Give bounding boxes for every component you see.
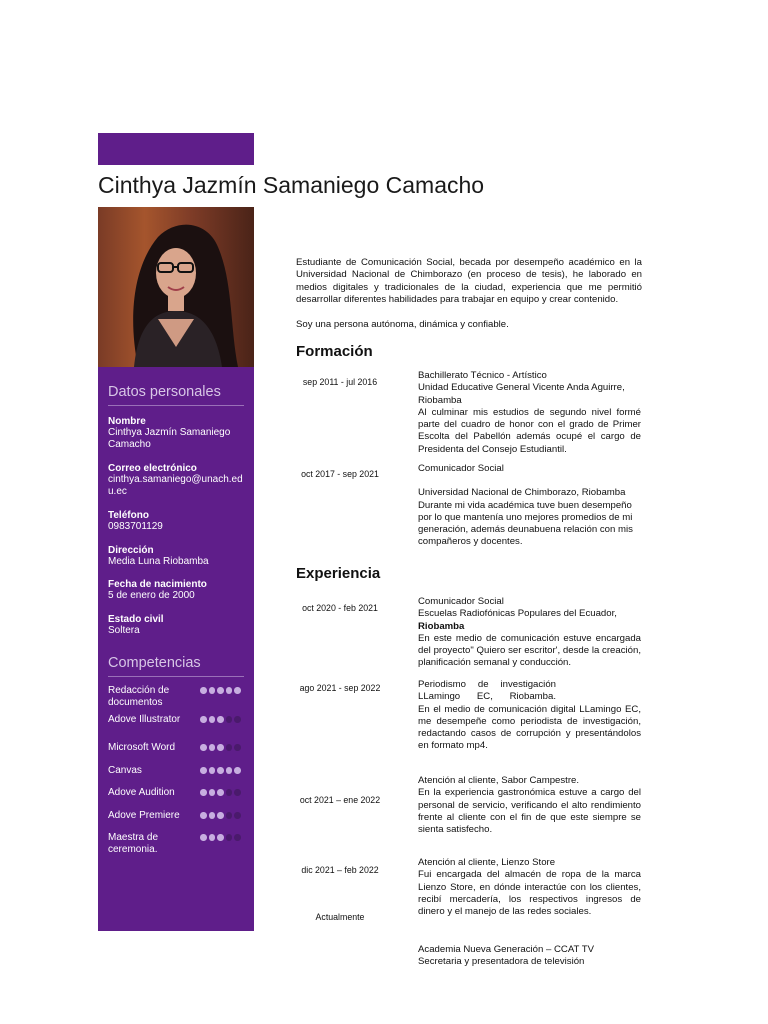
field-label: Dirección — [108, 545, 154, 556]
header-color-bar — [98, 133, 254, 165]
summary-paragraph: Estudiante de Comunicación Social, becada por desempeño académico en la Universidad Nacional de Chimborazo (en proceso de tesis), he laborado en medios digitales y tradicionales de la ciudad, experiencia que me permitió desarrollar diferentes habilidades para trabajar en equipo y crear contenido. — [296, 257, 642, 305]
skill-level-dot — [226, 834, 233, 841]
entry-description: Fui encargada del almacén de ropa de la marca Lienzo Store, en dónde interactúe con los clientes, recibí mercadería, los respectivos ingresos de dinero y el manejo de las redes sociales. — [418, 869, 641, 918]
skill-level-dot — [209, 744, 216, 751]
field-email — [108, 463, 248, 498]
field-direccion — [108, 545, 248, 568]
field-label: Correo electrónico — [108, 463, 197, 474]
skill-row — [108, 765, 248, 777]
entry-description: En el medio de comunicación digital LLamingo EC, me desempeñe como periodista de investigación, redactando casos de corrupción y presentándolos en formato mp4. — [418, 703, 641, 752]
skill-level-dot — [200, 834, 207, 841]
summary-closing: Soy una persona autónoma, dinámica y confiable. — [296, 319, 509, 330]
portrait-illustration — [98, 207, 254, 367]
skill-level-dot — [209, 789, 216, 796]
field-value: cinthya.samaniego@unach.edu.ec — [108, 474, 243, 497]
skill-level-dots — [200, 744, 241, 751]
experiencia-entry — [418, 857, 641, 918]
skill-level-dot — [234, 767, 241, 774]
experiencia-date: oct 2021 – ene 2022 — [299, 795, 381, 805]
skill-name: Adove Illustrator — [108, 714, 181, 725]
entry-description: Secretaria y presentadora de televisión — [418, 956, 585, 968]
experiencia-date: ago 2021 - sep 2022 — [299, 683, 381, 693]
skill-level-dot — [226, 687, 233, 694]
field-label: Estado civil — [108, 614, 164, 625]
skill-row — [108, 714, 248, 726]
skill-level-dot — [209, 716, 216, 723]
formacion-heading: Formación — [296, 343, 373, 360]
skill-level-dot — [217, 767, 224, 774]
experiencia-entry — [418, 679, 641, 753]
skill-level-dot — [234, 716, 241, 723]
entry-place-bold: Riobamba — [418, 620, 465, 632]
entry-title: Atención al cliente, Lienzo Store — [418, 857, 556, 868]
sidebar — [98, 207, 254, 931]
skill-row — [108, 685, 248, 709]
experiencia-entry — [418, 944, 641, 969]
entry-title: Atención al cliente, Sabor Campestre. — [418, 775, 580, 786]
field-value: Media Luna Riobamba — [108, 556, 209, 567]
skill-level-dot — [209, 812, 216, 819]
skill-row — [108, 787, 248, 799]
skill-level-dot — [200, 767, 207, 774]
skill-level-dot — [200, 789, 207, 796]
skill-name: Maestra de ceremonia. — [108, 832, 159, 855]
experiencia-entry — [418, 775, 641, 836]
field-value: 0983701129 — [108, 521, 163, 532]
field-nombre — [108, 416, 248, 451]
skill-name: Microsoft Word — [108, 742, 176, 753]
skill-level-dots — [200, 716, 241, 723]
skill-level-dot — [200, 716, 207, 723]
skill-level-dots — [200, 767, 241, 774]
formacion-date: oct 2017 - sep 2021 — [301, 469, 379, 479]
skill-row — [108, 742, 248, 754]
entry-title: Bachillerato Técnico - Artístico — [418, 370, 547, 381]
skill-level-dot — [226, 744, 233, 751]
entry-place: Unidad Educative General Vicente Anda Aguirre, Riobamba — [418, 382, 625, 406]
skill-row — [108, 832, 248, 856]
personal-data-title: Datos personales — [108, 384, 244, 406]
profile-photo — [98, 207, 254, 367]
entry-place: Escuelas Radiofónicas Populares del Ecuador, — [418, 608, 617, 620]
field-estado-civil — [108, 614, 248, 637]
cv-name: Cinthya Jazmín Samaniego Camacho — [98, 172, 485, 198]
skill-level-dot — [200, 812, 207, 819]
skill-level-dot — [234, 789, 241, 796]
skill-row — [108, 810, 248, 822]
skill-level-dot — [234, 687, 241, 694]
skill-level-dot — [209, 687, 216, 694]
entry-title: Academia Nueva Generación – CCAT TV — [418, 944, 594, 955]
entry-title: Periodismo de investigación LLamingo EC, Riobamba. — [418, 679, 556, 703]
skill-level-dot — [217, 716, 224, 723]
field-fecha-nacimiento — [108, 579, 248, 602]
skill-level-dots — [200, 834, 241, 841]
skill-level-dot — [217, 687, 224, 694]
experiencia-entry — [418, 596, 641, 670]
skill-name: Redacción de documentos — [108, 685, 170, 708]
formacion-date: sep 2011 - jul 2016 — [302, 377, 378, 387]
field-telefono — [108, 510, 248, 533]
skill-level-dot — [217, 834, 224, 841]
skill-level-dot — [226, 812, 233, 819]
entry-description: En la experiencia gastronómica estuve a cargo del personal de servicio, verificando el alto rendimiento frente al cliente con el fin de que este siempre se sienta satisfecho. — [418, 787, 641, 836]
skill-level-dots — [200, 812, 241, 819]
competencias-title: Competencias — [108, 655, 244, 677]
skill-level-dot — [209, 767, 216, 774]
field-label: Teléfono — [108, 510, 149, 521]
entry-description: En este medio de comunicación estuve encargada del proyecto" Quiero ser escritor', desde la creación, planificación semanal y conducción. — [418, 632, 641, 669]
skill-level-dots — [200, 789, 241, 796]
field-label: Fecha de nacimiento — [108, 579, 207, 590]
entry-title: Comunicador Social — [418, 596, 504, 607]
formacion-entry — [418, 370, 641, 456]
experiencia-date: dic 2021 – feb 2022 — [301, 865, 379, 875]
skill-level-dot — [234, 834, 241, 841]
entry-description: Durante mi vida académica tuve buen desempeño por lo que mantenía uno mejores promedios de mi generación, además deunabuena relación con mis compañeros y docentes. — [418, 499, 633, 548]
entry-place: Universidad Nacional de Chimborazo, Riobamba — [418, 487, 626, 499]
formacion-entry — [418, 463, 641, 549]
skill-level-dot — [209, 834, 216, 841]
entry-description: Al culminar mis estudios de segundo nivel formé parte del cuadro de honor con el grado de Primer Escolta del Pabellón además ocupé el cargo de Presidenta del Consejo Estudiantil. — [418, 406, 641, 455]
skill-name: Adove Premiere — [108, 810, 180, 821]
field-value: Soltera — [108, 625, 140, 636]
skill-name: Canvas — [108, 765, 142, 776]
skill-level-dots — [200, 687, 241, 694]
skill-level-dot — [217, 744, 224, 751]
entry-title: Comunicador Social — [418, 463, 504, 474]
experiencia-date: oct 2020 - feb 2021 — [302, 603, 378, 613]
skill-level-dot — [200, 744, 207, 751]
skill-level-dot — [226, 767, 233, 774]
field-value: 5 de enero de 2000 — [108, 590, 195, 601]
experiencia-date: Actualmente — [315, 912, 365, 922]
field-label: Nombre — [108, 416, 146, 427]
skill-level-dot — [234, 744, 241, 751]
experiencia-heading: Experiencia — [296, 565, 381, 582]
skill-name: Adove Audition — [108, 787, 175, 798]
skill-level-dot — [234, 812, 241, 819]
skill-level-dot — [226, 716, 233, 723]
skill-level-dot — [217, 789, 224, 796]
skill-level-dot — [200, 687, 207, 694]
field-value: Cinthya Jazmín Samaniego Camacho — [108, 427, 231, 450]
skill-level-dot — [217, 812, 224, 819]
skill-level-dot — [226, 789, 233, 796]
